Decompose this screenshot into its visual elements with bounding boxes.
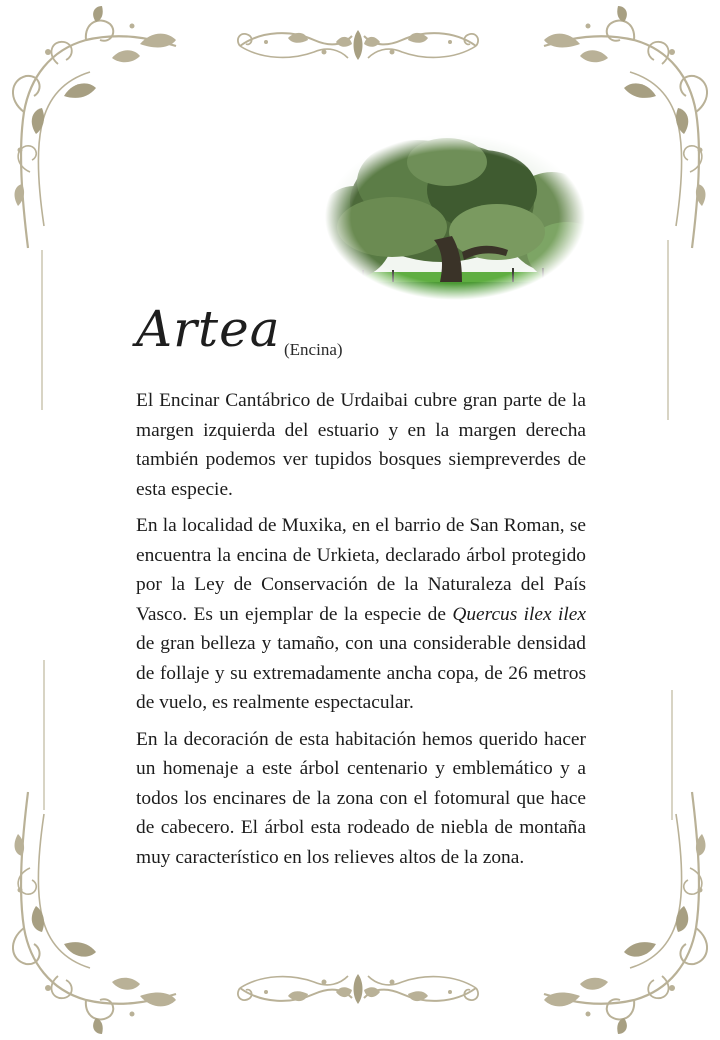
scroll-ornament-top-icon (238, 30, 478, 60)
page-subtitle: (Encina) (284, 340, 343, 359)
paragraph-1: El Encinar Cantábrico de Urdaibai cubre gran parte de la margen izquierda del estuario y en la margen derecha también podemos ver tupidos bosques siempreverdes de esta especie. (136, 390, 586, 500)
paragraph-2 (136, 511, 586, 718)
species-name: Quercus ilex ilex (452, 603, 586, 625)
title-row (136, 300, 596, 380)
tree-photo (322, 132, 588, 302)
paragraph-3: En la decoración de esta habitación hemos querido hacer un homenaje a este árbol centenario y emblemático y a todos los encinares de la zona con el fotomural que hace de cabecero. El árbol esta rodeado de niebla de montaña muy característico en los relieves altos de la zona. (136, 728, 586, 868)
corner-ornament-top-left-icon (13, 6, 176, 248)
paragraph-2-start: En la localidad de Muxika, en el barrio de San Roman, se encuentra la encina de Urkieta, declarado árbol protegido por la Ley de Conservación de la Naturaleza del País Vasco. Es un ejemplar de la especie de (136, 515, 586, 625)
scroll-ornament-bottom-icon (238, 974, 478, 1004)
body-text (136, 386, 586, 879)
paragraph-2-end: de gran belleza y tamaño, con una considerable densidad de follaje y su extremadamente ancha copa, de 26 metros de vuelo, es realmente espectacular. (136, 633, 586, 713)
page-title: Artea (136, 300, 281, 358)
